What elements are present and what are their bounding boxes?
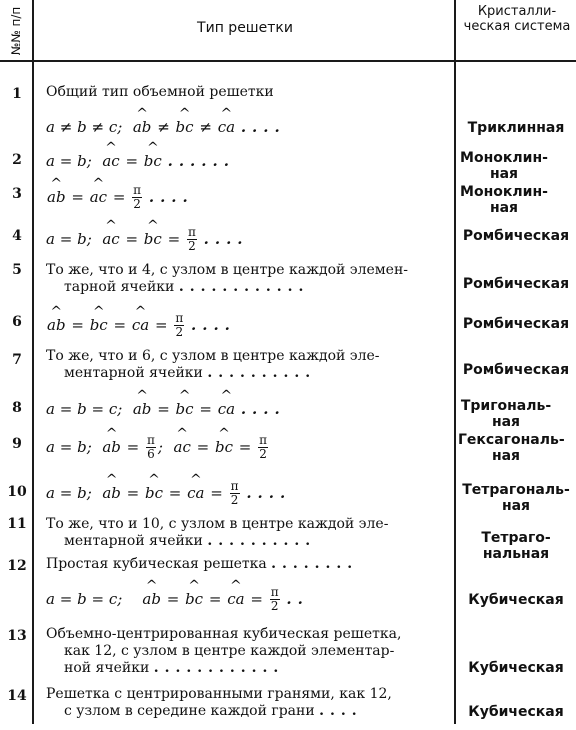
row-system: Кубическая xyxy=(468,704,564,720)
row-number: 3 xyxy=(12,186,22,202)
row-number: 8 xyxy=(12,400,22,416)
row-formula: ^ ab = ^ bc = ^ ca = $\frac{\pi}{2}$ .... xyxy=(46,310,236,340)
column-divider-system xyxy=(454,0,456,724)
row-system: Тетрагональ-ная xyxy=(462,482,570,514)
row-formula: a = b = c ; ^ ab = ^ bc = ^ ca = $\frac{\pi}{2}$ .. xyxy=(46,584,309,614)
row-number: 12 xyxy=(7,558,27,574)
row-system: Ромбическая xyxy=(462,316,570,332)
row-formula: ^ ab = ^ ac = $\frac{\pi}{2}$ .... xyxy=(46,182,194,212)
row-system: Моноклин-ная xyxy=(460,150,548,182)
row-number: 5 xyxy=(12,262,22,278)
row-number: 10 xyxy=(7,484,27,500)
row-text: То же, что и 6, с узлом в центре каждой эле- ментарной ячейки .......... xyxy=(46,348,380,381)
row-number: 14 xyxy=(7,688,27,704)
row-system: Кубическая xyxy=(468,660,564,676)
row-formula: a = b ; ^ ab = $\frac{\pi}{6}$ ; ^ ac = ^ bc = $\frac{\pi}{2}$ xyxy=(46,432,270,462)
row-formula: a = b ; ^ ab = ^ bc = ^ ca = $\frac{\pi}{2}$ .... xyxy=(46,478,291,508)
row-system: Тригональ-ная xyxy=(460,398,552,430)
row-number: 9 xyxy=(12,436,22,452)
row-formula: a = b ; ^ ac = ^ bc ...... xyxy=(46,146,235,176)
header-rule xyxy=(0,60,576,62)
row-system: Ромбическая xyxy=(462,362,570,378)
row-system: Ромбическая xyxy=(462,276,570,292)
row-number: 4 xyxy=(12,228,22,244)
row-system: Триклинная xyxy=(467,120,565,136)
row-text: Объемно-центрированная кубическая решетка, как 12, с узлом в центре каждой элементар- ной ячейки ............ xyxy=(46,626,402,676)
row-number: 13 xyxy=(7,628,27,644)
row-text: То же, что и 10, с узлом в центре каждой эле- ментарной ячейки .......... xyxy=(46,516,389,549)
row-formula: a ≠ b ≠ c ; ^ ab ≠ ^ bc ≠ ^ ca .... xyxy=(46,112,286,142)
row-system: Кубическая xyxy=(468,592,564,608)
row-system: Ромбическая xyxy=(462,228,570,244)
row-formula: a = b = c ; ^ ab = ^ bc = ^ ca .... xyxy=(46,394,286,424)
header-lattice-type: Тип решетки xyxy=(197,20,293,36)
row-number: 2 xyxy=(12,152,22,168)
row-number: 6 xyxy=(12,314,22,330)
row-number: 1 xyxy=(12,86,22,102)
column-divider-number xyxy=(32,0,34,724)
row-number: 11 xyxy=(7,516,27,532)
row-number: 7 xyxy=(12,352,22,368)
header-crystal-system: Кристалли-ческая система xyxy=(463,4,571,34)
row-text: Простая кубическая решетка ........ xyxy=(46,556,359,572)
row-text: Общий тип объемной решетки xyxy=(46,84,274,100)
row-text: Решетка с центрированными гранями, как 12, с узлом в середине каждой грани .... xyxy=(46,686,392,719)
header-number: №№ п/п xyxy=(9,6,23,56)
row-system: Тетраго-нальная xyxy=(481,530,551,562)
row-text: То же, что и 4, с узлом в центре каждой элемен- тарной ячейки ............ xyxy=(46,262,409,295)
row-formula: a = b ; ^ ac = ^ bc = $\frac{\pi}{2}$ .... xyxy=(46,224,249,254)
row-system: Гексагональ-ная xyxy=(458,432,565,464)
row-system: Моноклин-ная xyxy=(460,184,548,216)
